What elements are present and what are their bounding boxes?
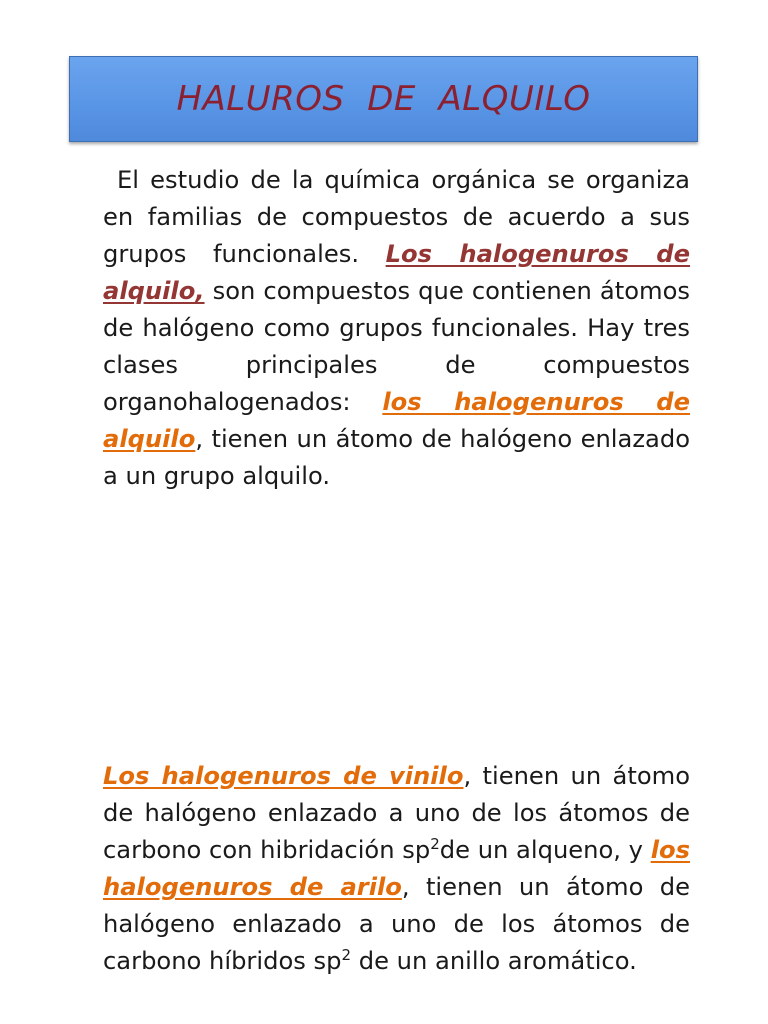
title-banner (69, 56, 698, 142)
aryl-halides-link[interactable]: los halogenuros de arilo (103, 836, 690, 901)
paragraph-text: , tienen un átomo de halógeno enlazado a uno de los átomos de carbono híbridos sp (103, 873, 690, 975)
paragraph-text: , tienen un átomo de halógeno enlazado a un grupo alquilo. (103, 425, 690, 490)
paragraph-text: son compuestos que contienen átomos de halógeno como grupos funcionales. Hay tres clases principales de compuestos organohalogenados: (103, 277, 690, 416)
alkyl-halides-link[interactable]: Los halogenuros de alquilo, (103, 240, 690, 305)
alkyl-halides-term-link[interactable]: los halogenuros de alquilo (103, 388, 690, 453)
vinyl-aryl-paragraph (103, 758, 690, 980)
superscript: 2 (430, 835, 440, 853)
paragraph-text: de un anillo aromático. (351, 947, 637, 975)
paragraph-text: de un alqueno, y (439, 836, 651, 864)
intro-paragraph (103, 162, 690, 495)
paragraph-text: El estudio de la química orgánica se organiza en familias de compuestos de acuerdo a sus grupos funcionales. (103, 166, 690, 268)
page-title: HALUROS DE ALQUILO (176, 79, 591, 119)
superscript: 2 (341, 946, 352, 964)
vinyl-halides-link[interactable]: Los halogenuros de vinilo (103, 762, 464, 790)
paragraph-text: , tienen un átomo de halógeno enlazado a uno de los átomos de carbono con hibridación sp (103, 762, 690, 864)
